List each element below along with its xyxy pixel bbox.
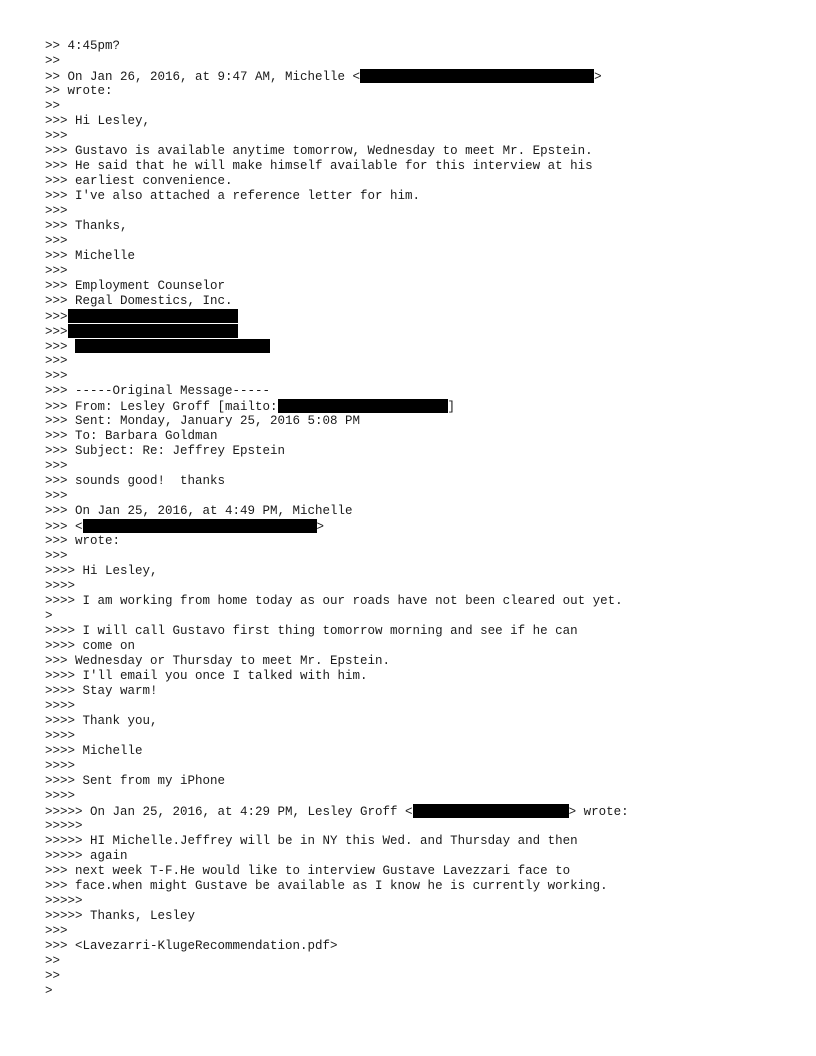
redaction-box	[75, 339, 270, 353]
line-text: >>>> come on	[45, 639, 136, 653]
email-thread-document	[45, 39, 785, 999]
email-line	[45, 69, 785, 84]
email-line	[45, 744, 785, 759]
email-line	[45, 924, 785, 939]
redaction-box	[360, 69, 594, 83]
email-line	[45, 879, 785, 894]
email-line	[45, 969, 785, 984]
email-line	[45, 699, 785, 714]
line-text: >>>	[45, 310, 68, 324]
redaction-box	[68, 309, 238, 323]
line-text: >> On Jan 26, 2016, at 9:47 AM, Michelle <	[45, 70, 361, 84]
line-text: >>>	[45, 234, 68, 248]
line-text: >>	[45, 99, 61, 113]
email-line	[45, 594, 785, 609]
email-line	[45, 954, 785, 969]
email-line	[45, 369, 785, 384]
email-line	[45, 159, 785, 174]
email-line	[45, 894, 785, 909]
email-line	[45, 144, 785, 159]
line-text: >	[594, 70, 602, 84]
email-line	[45, 489, 785, 504]
email-line	[45, 39, 785, 54]
line-text: >>>	[45, 459, 68, 473]
line-text: >>>	[45, 325, 68, 339]
line-text: >>> next week T-F.He would like to interview Gustave Lavezzari face to	[45, 864, 571, 878]
line-text: >>>	[45, 264, 68, 278]
line-text: >>> Gustavo is available anytime tomorrow, Wednesday to meet Mr. Epstein.	[45, 144, 593, 158]
email-line	[45, 354, 785, 369]
line-text: >>>	[45, 369, 68, 383]
email-line	[45, 324, 785, 339]
line-text: >>	[45, 954, 61, 968]
line-text: >>>> Hi Lesley,	[45, 564, 158, 578]
line-text: >	[45, 984, 53, 998]
line-text: >>> Wednesday or Thursday to meet Mr. Epstein.	[45, 654, 391, 668]
email-line	[45, 759, 785, 774]
email-line	[45, 399, 785, 414]
line-text: >>>> Stay warm!	[45, 684, 158, 698]
email-line	[45, 429, 785, 444]
line-text: >>>	[45, 354, 68, 368]
email-line	[45, 639, 785, 654]
line-text: > wrote:	[568, 805, 629, 819]
line-text: >>>	[45, 549, 68, 563]
email-line	[45, 654, 785, 669]
email-line	[45, 264, 785, 279]
line-text: >>> Subject: Re: Jeffrey Epstein	[45, 444, 286, 458]
email-line	[45, 729, 785, 744]
email-line	[45, 219, 785, 234]
line-text: >>>>	[45, 579, 76, 593]
email-line	[45, 249, 785, 264]
email-line	[45, 504, 785, 519]
email-line	[45, 669, 785, 684]
email-line	[45, 114, 785, 129]
line-text: >>	[45, 969, 61, 983]
line-text: >>> Thanks,	[45, 219, 128, 233]
line-text: >>> From: Lesley Groff [mailto:	[45, 400, 278, 414]
email-line	[45, 99, 785, 114]
email-line	[45, 549, 785, 564]
line-text: >>>	[45, 340, 76, 354]
email-line	[45, 414, 785, 429]
email-line	[45, 939, 785, 954]
email-line	[45, 684, 785, 699]
redaction-box	[278, 399, 448, 413]
line-text: >>> sounds good! thanks	[45, 474, 226, 488]
email-line	[45, 609, 785, 624]
email-line	[45, 339, 785, 354]
line-text: >	[316, 520, 325, 534]
line-text: >>>	[45, 489, 68, 503]
email-line	[45, 189, 785, 204]
email-line	[45, 459, 785, 474]
email-line	[45, 129, 785, 144]
line-text: >>> -----Original Message-----	[45, 384, 271, 398]
line-text: >> 4:45pm?	[45, 39, 121, 53]
line-text: >>>> I'll email you once I talked with him.	[45, 669, 368, 683]
email-line	[45, 309, 785, 324]
email-line	[45, 849, 785, 864]
email-line	[45, 819, 785, 834]
line-text: >>>	[45, 129, 68, 143]
email-line	[45, 804, 785, 819]
line-text: >>> Sent: Monday, January 25, 2016 5:08 PM	[45, 414, 361, 428]
email-line	[45, 774, 785, 789]
email-line	[45, 84, 785, 99]
line-text: >>> He said that he will make himself available for this interview at his	[45, 159, 593, 173]
email-line	[45, 834, 785, 849]
line-text: >>> On Jan 25, 2016, at 4:49 PM, Michelle	[45, 504, 353, 518]
line-text: >>> Regal Domestics, Inc.	[45, 294, 233, 308]
email-line	[45, 444, 785, 459]
line-text: >>>> Sent from my iPhone	[45, 774, 226, 788]
line-text: >>>>>	[45, 894, 83, 908]
line-text: >>>> Thank you,	[45, 714, 158, 728]
line-text: >> wrote:	[45, 84, 113, 98]
line-text: >>> earliest convenience.	[45, 174, 233, 188]
email-line	[45, 384, 785, 399]
email-line	[45, 174, 785, 189]
email-line	[45, 714, 785, 729]
email-line	[45, 984, 785, 999]
email-line	[45, 279, 785, 294]
line-text: >	[45, 609, 53, 623]
email-line	[45, 624, 785, 639]
line-text: >>>>> HI Michelle.Jeffrey will be in NY this Wed. and Thursday and then	[45, 834, 578, 848]
line-text: >>> <	[45, 520, 83, 534]
email-line	[45, 204, 785, 219]
email-line	[45, 519, 785, 534]
redaction-box	[83, 519, 317, 533]
line-text: >>> <Lavezarri-KlugeRecommendation.pdf>	[45, 939, 338, 953]
line-text: >>>>	[45, 699, 76, 713]
line-text: >>>>	[45, 759, 76, 773]
email-line	[45, 234, 785, 249]
email-line	[45, 864, 785, 879]
line-text: >>> Hi Lesley,	[45, 114, 151, 128]
email-line	[45, 534, 785, 549]
line-text: >>> I've also attached a reference letter for him.	[45, 189, 421, 203]
line-text: >>>> Michelle	[45, 744, 143, 758]
line-text: >>> Michelle	[45, 249, 136, 263]
email-line	[45, 54, 785, 69]
line-text: >>>>	[45, 789, 76, 803]
line-text: >>> wrote:	[45, 534, 121, 548]
line-text: ]	[447, 400, 456, 414]
line-text: >>>>> Thanks, Lesley	[45, 909, 196, 923]
line-text: >>>>	[45, 729, 76, 743]
email-line	[45, 579, 785, 594]
email-line	[45, 294, 785, 309]
line-text: >>>> I will call Gustavo first thing tomorrow morning and see if he can	[45, 624, 578, 638]
line-text: >>>	[45, 204, 68, 218]
line-text: >>	[45, 54, 61, 68]
email-line	[45, 474, 785, 489]
line-text: >>>>>	[45, 819, 83, 833]
line-text: >>>	[45, 924, 68, 938]
line-text: >>>>> again	[45, 849, 128, 863]
line-text: >>> face.when might Gustave be available as I know he is currently working.	[45, 879, 608, 893]
redaction-box	[413, 804, 569, 818]
email-line	[45, 564, 785, 579]
line-text: >>> To: Barbara Goldman	[45, 429, 218, 443]
line-text: >>> Employment Counselor	[45, 279, 226, 293]
line-text: >>>> I am working from home today as our roads have not been cleared out yet.	[45, 594, 623, 608]
email-line	[45, 909, 785, 924]
redaction-box	[68, 324, 238, 338]
email-line	[45, 789, 785, 804]
line-text: >>>>> On Jan 25, 2016, at 4:29 PM, Lesley Groff <	[45, 805, 413, 819]
